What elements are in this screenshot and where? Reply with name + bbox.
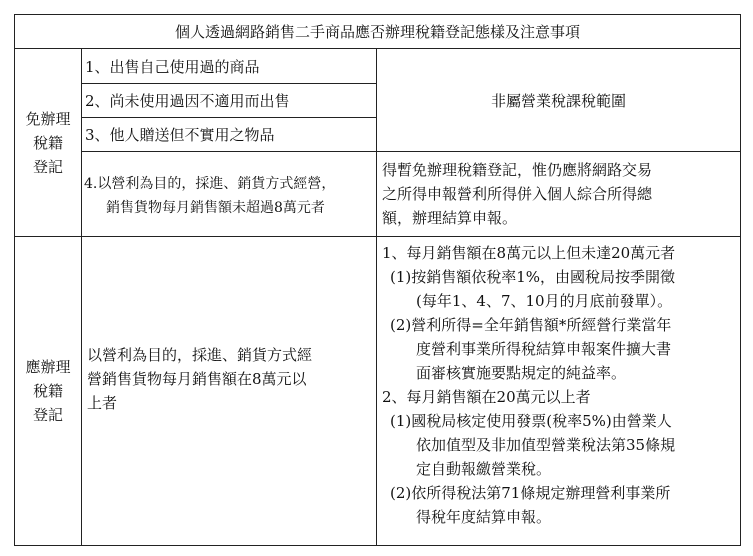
note-line: (1)按銷售額依稅率1%，由國稅局按季開徵	[390, 268, 676, 286]
note-line: 依加值型及非加值型營業稅法第35條規	[416, 436, 676, 454]
label-line: 稅籍	[32, 382, 63, 400]
exempt-item-4-note	[376, 151, 741, 237]
required-condition	[81, 236, 377, 546]
label-line: 登記	[32, 406, 63, 424]
label-line: 免辦理	[25, 109, 71, 128]
note-line: 之所得申報營利所得併入個人綜合所得總	[382, 185, 653, 203]
exempt-label-cell	[14, 48, 82, 237]
condition-line: 以營利為目的，採進、銷貨方式經	[87, 346, 313, 364]
note-line: 面審核實施要點規定的純益率。	[416, 364, 627, 382]
note-line: (2)依所得稅法第71條規定辦理營利事業所	[390, 484, 671, 502]
required-notes	[376, 236, 741, 546]
note-line: (2)營利所得=全年銷售額*所經營行業當年	[390, 316, 672, 334]
condition-line: 營銷售貨物每月銷售額在8萬元以	[87, 370, 307, 388]
label-line: 稅籍	[32, 133, 63, 152]
item-text: 3、他人贈送但不實用之物品	[85, 126, 275, 144]
condition-line: 上者	[87, 394, 118, 412]
exempt-item-2	[81, 83, 377, 118]
note-line: 得稅年度結算申報。	[416, 508, 552, 526]
exempt-items-note	[376, 48, 741, 152]
title-text: 個人透過網路銷售二手商品應否辦理稅籍登記態樣及注意事項	[174, 23, 580, 41]
exempt-item-3	[81, 117, 377, 152]
note-line: 2、每月銷售額在20萬元以上者	[382, 388, 591, 406]
note-line: 度營利事業所得稅結算申報案件擴大書	[416, 340, 672, 358]
item-text: 1、出售自己使用過的商品	[85, 57, 260, 76]
note-line: (每年1、4、7、10月的月底前發單）。	[416, 292, 673, 310]
exempt-item-1	[81, 48, 377, 84]
exempt-item-4	[81, 151, 377, 237]
item-text: 4.以營利為目的，採進、銷貨方式經營，	[84, 176, 336, 192]
label-line: 登記	[32, 157, 63, 176]
table-title	[14, 14, 741, 49]
note-text: 非屬營業稅課稅範圍	[490, 91, 626, 110]
item-text: 2、尚未使用過因不適用而出售	[85, 92, 290, 110]
label-line: 應辦理	[25, 358, 71, 376]
note-line: 1、每月銷售額在8萬元以上但未達20萬元者	[382, 244, 676, 262]
required-label-cell	[14, 236, 82, 546]
note-line: 額，辦理結算申報。	[382, 209, 518, 227]
item-text: 銷售貨物每月銷售額未超過8萬元者	[106, 200, 325, 216]
note-line: 定自動報繳營業稅。	[416, 460, 552, 478]
note-line: 得暫免辦理稅籍登記，惟仍應將網路交易	[382, 161, 653, 179]
note-line: (1)國稅局核定使用發票(稅率5%)由營業人	[390, 412, 672, 430]
